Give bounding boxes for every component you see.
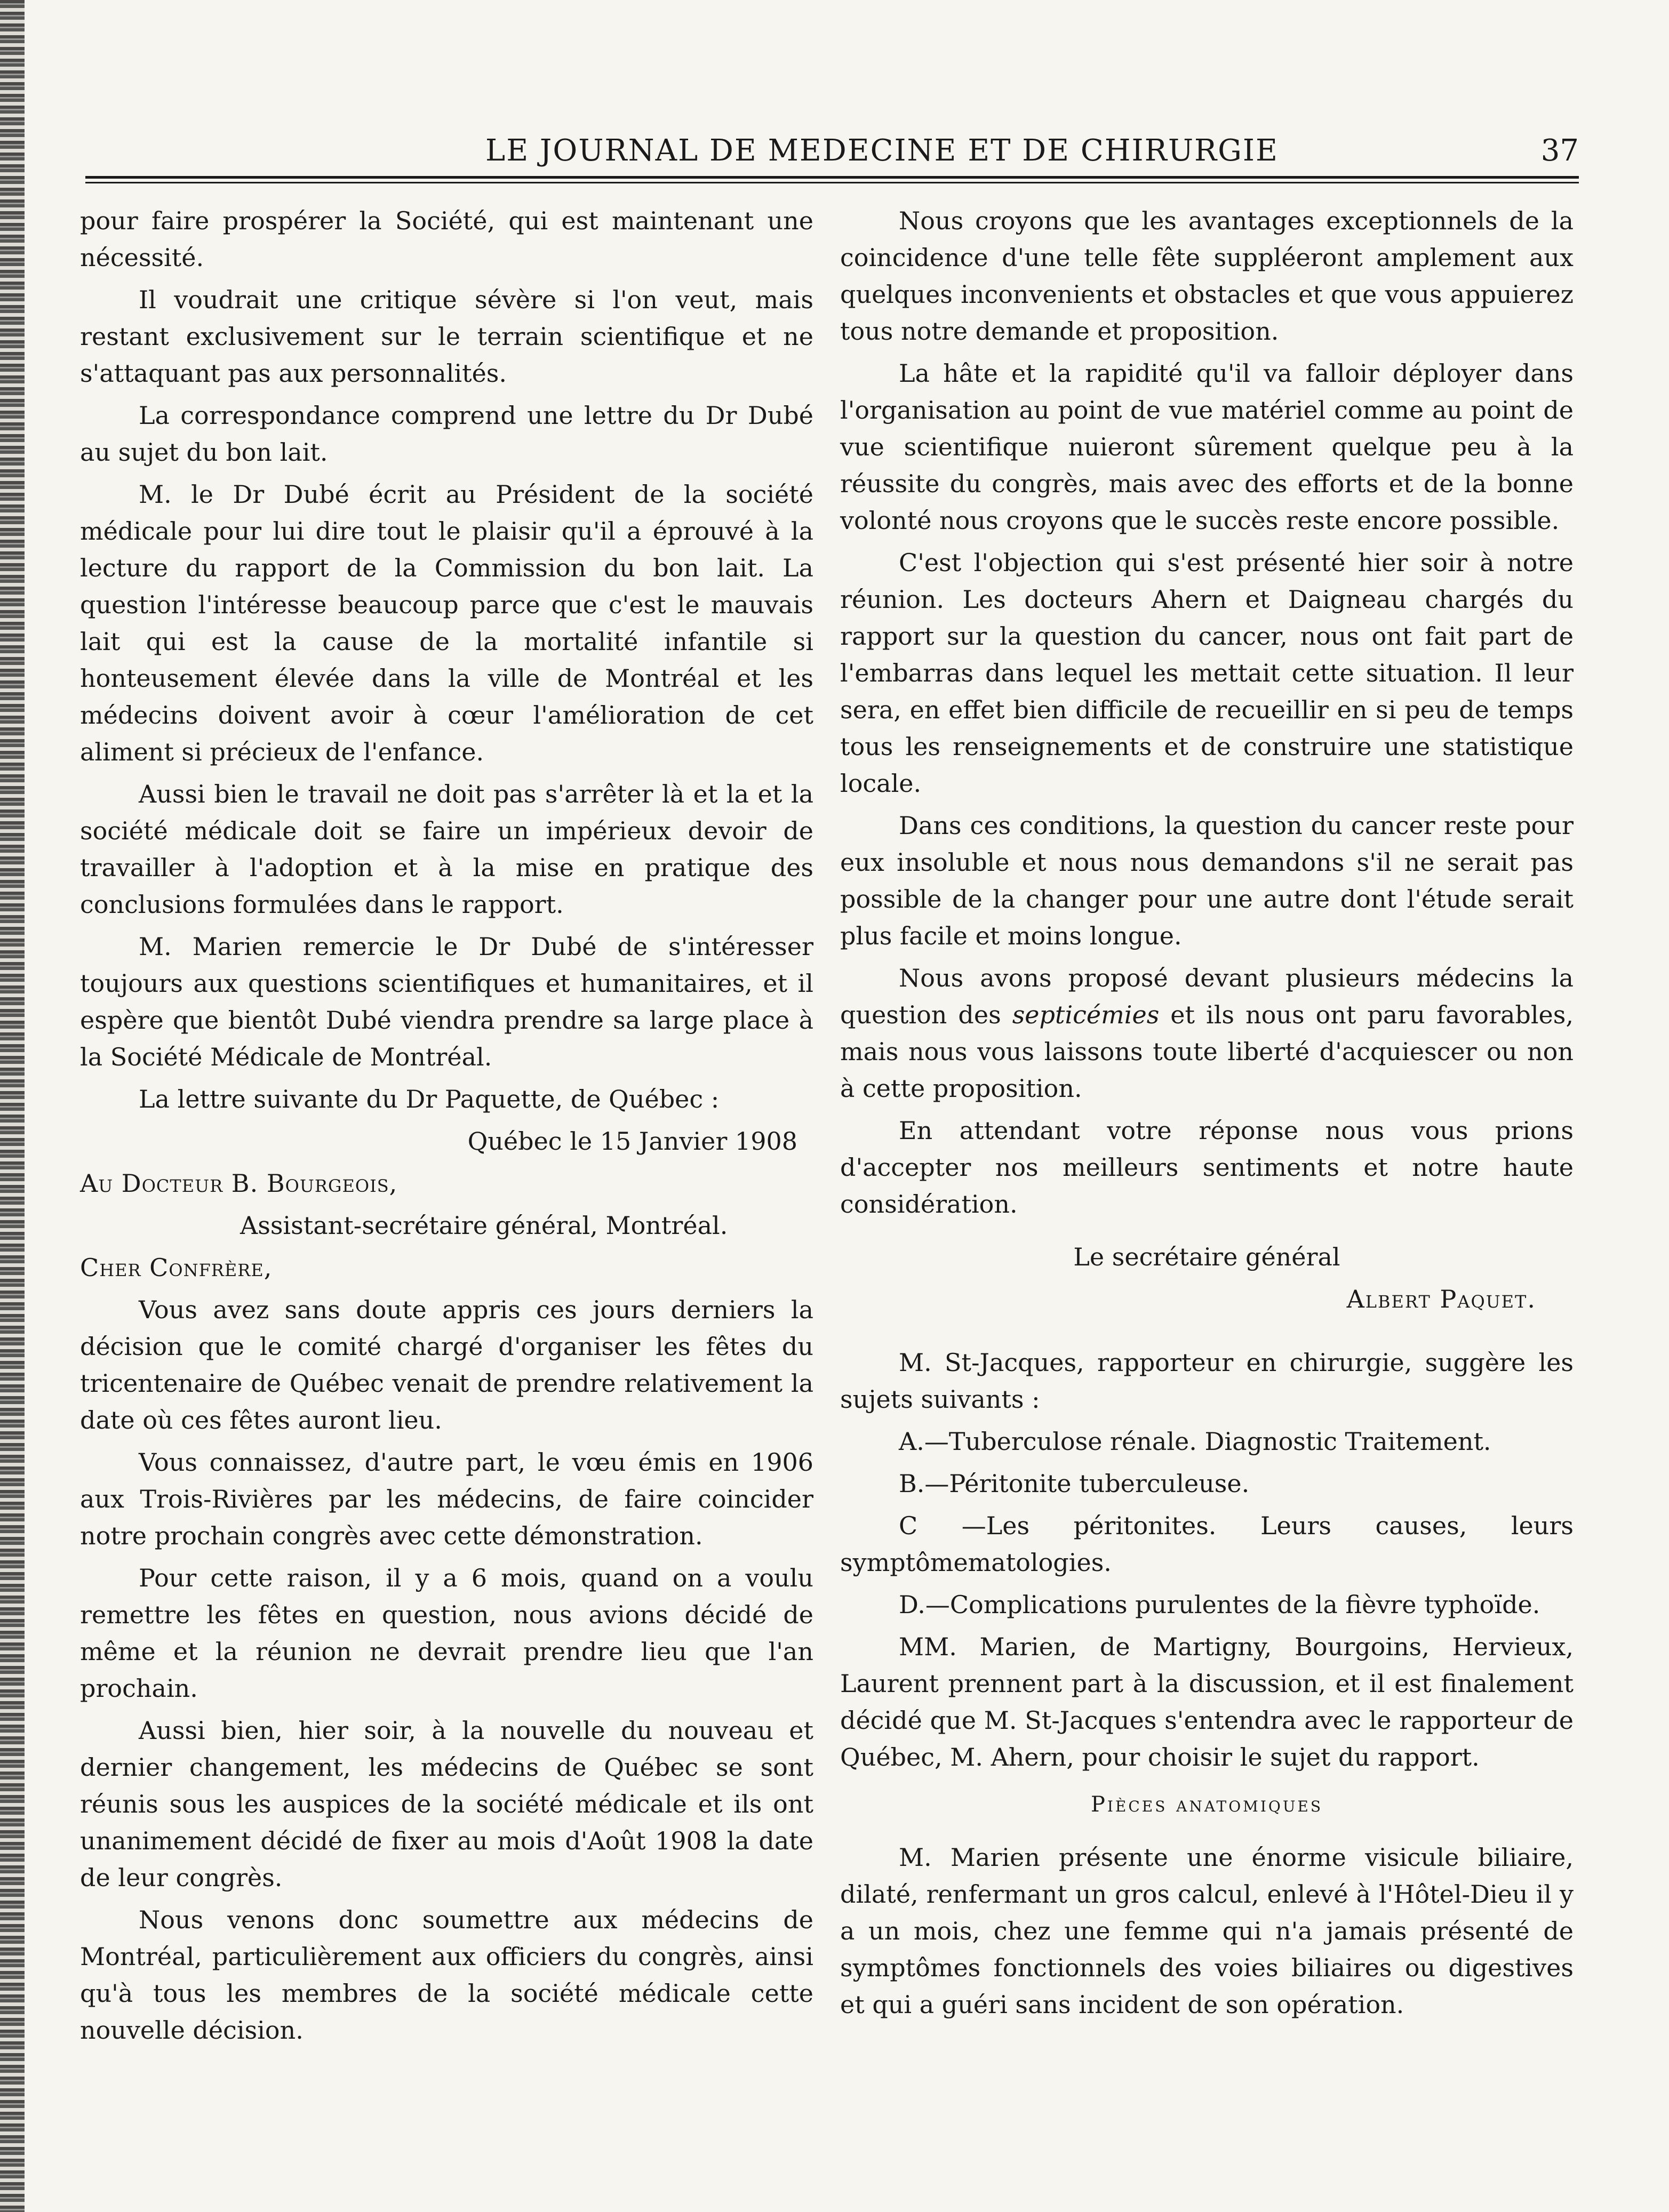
paragraph: Vous connaissez, d'autre part, le vœu émis en 1906 aux Trois-Rivières par les médecins, de faire coincider notre prochain congrès avec cette démonstration. [80, 1448, 813, 1550]
italic-term: septicémies [1012, 1000, 1160, 1029]
signature-title: Le secrétaire général [1073, 1243, 1340, 1271]
paragraph: La correspondance comprend une lettre du Dr Dubé au sujet du bon lait. [80, 401, 813, 467]
letter-address-line: Au Docteur B. Bourgeois, [80, 1169, 398, 1198]
header-rule [85, 176, 1579, 183]
paragraph [840, 960, 1574, 1107]
paragraph: La hâte et la rapidité qu'il va falloir déployer dans l'organisation au point de vue matériel comme au point de vue scientifique nuieront sûrement quelque peu à la réussite du congrès, mais avec des efforts et de la bonne volonté nous croyons que le succès reste encore possible. [840, 359, 1574, 535]
paragraph: Nous venons donc soumettre aux médecins de Montréal, particulièrement aux officiers du congrès, ainsi qu'à tous les membres de la société médicale cette nouvelle décision. [80, 1905, 813, 2045]
paragraph: Il voudrait une critique sévère si l'on veut, mais restant exclusivement sur le terrain scientifique et ne s'attaquant pas aux personnalités. [80, 285, 813, 388]
letter-dateline: Québec le 15 Janvier 1908 [467, 1127, 797, 1156]
letter-address-line: Assistant-secrétaire général, Montréal. [240, 1211, 728, 1240]
list-item: B.—Péritonite tuberculeuse. [899, 1469, 1250, 1498]
list-item: A.—Tuberculose rénale. Diagnostic Traitement. [899, 1427, 1491, 1456]
left-column [80, 203, 813, 2054]
paragraph: MM. Marien, de Martigny, Bourgoins, Hervieux, Laurent prennent part à la discussion, et il est finalement décidé que M. St-Jacques s'entendra avec le rapporteur de Québec, M. Ahern, pour choisir le sujet du rapport. [840, 1632, 1574, 1772]
paragraph: La lettre suivante du Dr Paquette, de Québec : [139, 1085, 720, 1113]
letter-salutation: Cher Confrère, [80, 1253, 273, 1282]
paragraph: Vous avez sans doute appris ces jours derniers la décision que le comité chargé d'organiser les fêtes du tricentenaire de Québec venait de prendre relativement la date où ces fêtes auront lieu. [80, 1295, 813, 1434]
paragraph: Nous croyons que les avantages exceptionnels de la coincidence d'une telle fête suppléeront amplement aux quelques inconvenients et obstacles et que vous appuierez tous notre demande et proposition. [840, 206, 1574, 346]
paragraph: Aussi bien le travail ne doit pas s'arrêter là et la et la société médicale doit se faire un impérieux devoir de travailler à l'adoption et à la mise en pratique des conclusions formulées dans le rapport. [80, 780, 813, 919]
text-run: Nous avons proposé devant plusieurs médecins la question des [840, 964, 1574, 1029]
paragraph: M. Marien présente une énorme visicule biliaire, dilaté, renfermant un gros calcul, enlevé à l'Hôtel-Dieu il y a un mois, chez une femme qui n'a jamais présenté de symptômes fonctionnels des voies biliaires ou digestives et qui a guéri sans incident de son opération. [840, 1843, 1574, 2019]
paragraph: Dans ces conditions, la question du cancer reste pour eux insoluble et nous nous demandons s'il ne serait pas possible de la changer pour une autre dont l'étude serait plus facile et moins longue. [840, 811, 1574, 950]
paragraph: En attendant votre réponse nous vous prions d'accepter nos meilleurs sentiments et notre haute considération. [840, 1116, 1574, 1219]
paragraph: M. le Dr Dubé écrit au Président de la société médicale pour lui dire tout le plaisir qu'il a éprouvé à la lecture du rapport de la Commission du bon lait. La question l'intéresse beaucoup parce que c'est le mauvais lait qui est la cause de la mortalité infantile si honteusement élevée dans la ville de Montréal et les médecins doivent avoir à cœur l'amélioration de cet aliment si précieux de l'enfance. [80, 480, 813, 766]
page-header [85, 133, 1579, 176]
page-number: 37 [1540, 133, 1579, 168]
text-run: et ils nous ont paru favorables, mais nous vous laissons toute liberté d'acquiescer ou non à cette proposition. [840, 1000, 1574, 1103]
scanned-page-edge [0, 0, 25, 2212]
signature-name: Albert Paquet. [1346, 1285, 1536, 1313]
section-heading: Pièces anatomiques [1090, 1792, 1323, 1817]
paragraph: M. St-Jacques, rapporteur en chirurgie, suggère les sujets suivants : [840, 1348, 1574, 1414]
paragraph: M. Marien remercie le Dr Dubé de s'intéresser toujours aux questions scientifiques et humanitaires, et il espère que bientôt Dubé viendra prendre sa large place à la Société Médicale de Montréal. [80, 932, 813, 1071]
list-item: D.—Complications purulentes de la fièvre typhoïde. [899, 1590, 1540, 1619]
right-column [840, 203, 1574, 2029]
list-item: C —Les péritonites. Leurs causes, leurs symptômematologies. [840, 1511, 1574, 1577]
paragraph: Pour cette raison, il y a 6 mois, quand on a voulu remettre les fêtes en question, nous avions décidé de même et la réunion ne devrait prendre lieu que l'an prochain. [80, 1564, 813, 1703]
running-title: LE JOURNAL DE MEDECINE ET DE CHIRURGIE [485, 133, 1279, 168]
paragraph: Aussi bien, hier soir, à la nouvelle du nouveau et dernier changement, les médecins de Québec se sont réunis sous les auspices de la société médicale et ils ont unanimement décidé de fixer au mois d'Août 1908 la date de leur congrès. [80, 1716, 813, 1892]
paragraph: C'est l'objection qui s'est présenté hier soir à notre réunion. Les docteurs Ahern et Daigneau chargés du rapport sur la question du cancer, nous ont fait part de l'embarras dans lequel les mettait cette situation. Il leur sera, en effet bien difficile de recueillir en si peu de temps tous les renseignements et de construire une statistique locale. [840, 548, 1574, 798]
paragraph: pour faire prospérer la Société, qui est maintenant une nécessité. [80, 206, 813, 272]
